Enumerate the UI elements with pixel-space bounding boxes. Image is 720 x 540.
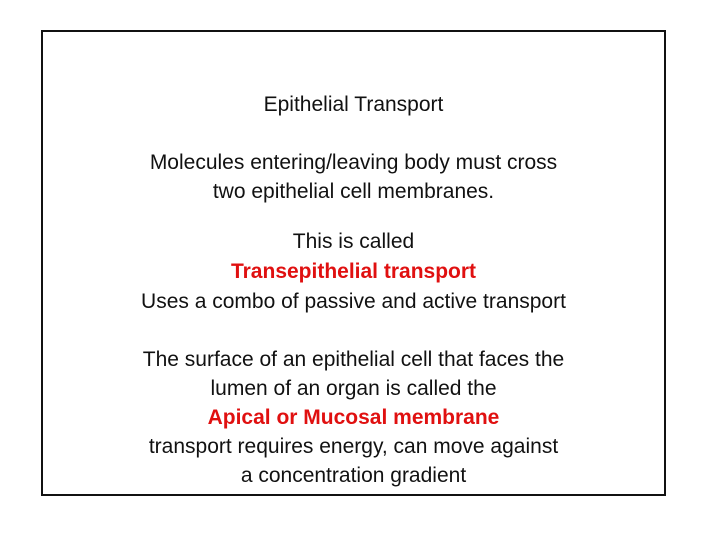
paragraph-2-detail: Uses a combo of passive and active transport xyxy=(141,290,566,313)
slide-title: Epithelial Transport xyxy=(263,93,444,116)
apical-membrane-term: Apical or Mucosal membrane xyxy=(207,406,500,429)
paragraph-3-line-3: transport requires energy, can move against xyxy=(148,435,559,458)
paragraph-2-intro: This is called xyxy=(292,230,415,253)
paragraph-3-line-2: lumen of an organ is called the xyxy=(210,377,497,400)
slide-frame xyxy=(41,30,666,496)
paragraph-1-line-2: two epithelial cell membranes. xyxy=(212,180,495,203)
paragraph-3-line-4: a concentration gradient xyxy=(240,464,467,487)
paragraph-3-line-1: The surface of an epithelial cell that faces the xyxy=(142,348,565,371)
transepithelial-term: Transepithelial transport xyxy=(230,260,477,283)
paragraph-1-line-1: Molecules entering/leaving body must cross xyxy=(149,151,558,174)
